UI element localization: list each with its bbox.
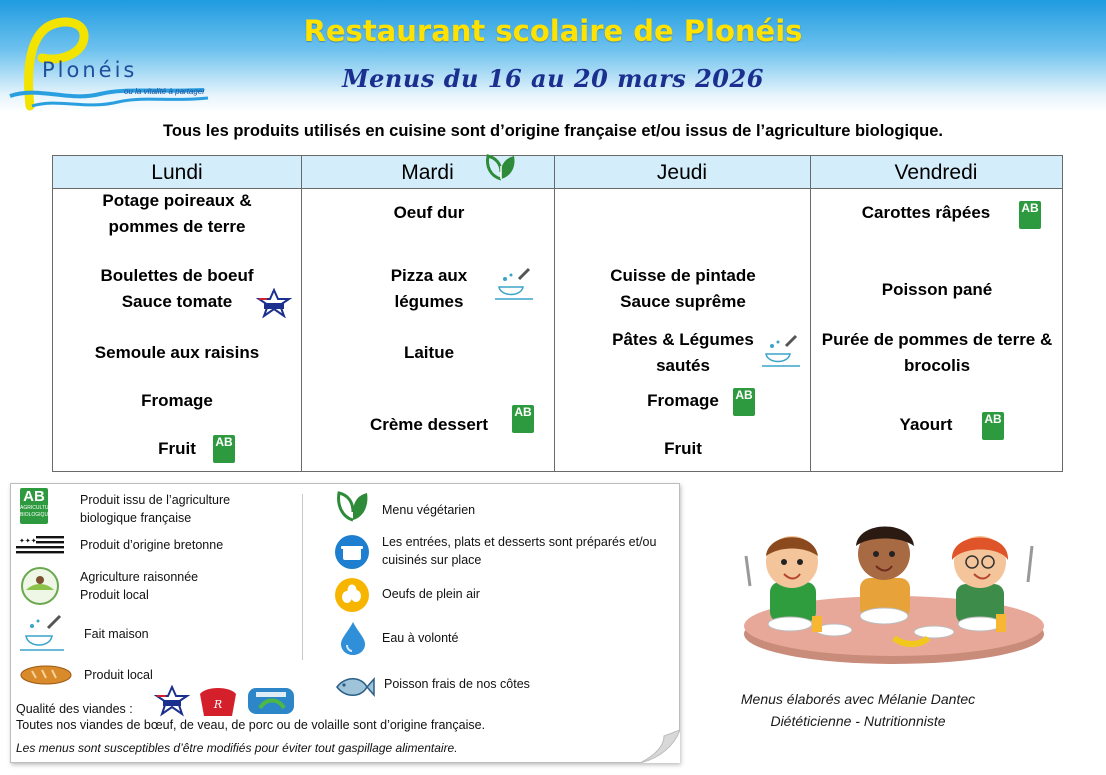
dish-jeudi-pates-label: Pâtes & Légumes sautés bbox=[612, 330, 754, 375]
bleu-blanc-coeur-badge-icon bbox=[246, 684, 296, 718]
dish-vendredi-puree bbox=[812, 327, 1062, 379]
legend-label-cuisine-sur-place: Les entrées, plats et desserts sont préparés et/ou cuisinés sur place bbox=[382, 535, 657, 567]
breton-flag-icon bbox=[16, 534, 64, 556]
legend-label-fait-maison: Fait maison bbox=[84, 627, 149, 641]
viandes-de-france-badge-icon bbox=[154, 685, 190, 717]
children-eating-illustration bbox=[734, 516, 1046, 668]
water-drop-icon bbox=[338, 620, 368, 656]
day-header-jeudi: Jeudi bbox=[554, 156, 810, 189]
dish-mardi-creme: Crème dessert bbox=[369, 415, 489, 434]
dish-vendredi-puree-label: Purée de pommes de terre & brocolis bbox=[821, 330, 1053, 375]
legend-label-breton: Produit d’origine bretonne bbox=[80, 538, 224, 552]
legend-label-produit-local: Produit local bbox=[84, 668, 153, 682]
ab-bio-icon: AB bbox=[733, 388, 755, 416]
vegetarian-leaf-icon bbox=[334, 489, 372, 523]
viandes-de-france-icon bbox=[255, 288, 293, 318]
dish-jeudi-fruit: Fruit bbox=[664, 439, 702, 458]
svg-text:R: R bbox=[213, 698, 223, 711]
legend-label-oeufs: Oeufs de plein air bbox=[382, 587, 480, 601]
day-header-vendredi: Vendredi bbox=[810, 156, 1062, 189]
ab-bio-icon: AB bbox=[982, 412, 1004, 440]
vegetarian-leaf-icon bbox=[482, 152, 520, 182]
page-curl bbox=[640, 730, 680, 763]
fait-maison-icon bbox=[18, 612, 66, 654]
menu-dates: Menus du 16 au 20 mars 2026 bbox=[342, 64, 764, 93]
credit-line-1: Menus élaborés avec Mélanie Dantec bbox=[740, 691, 976, 707]
logo-word: Plonéis bbox=[42, 58, 138, 82]
dish-jeudi-pintade-label: Cuisse de pintade Sauce suprême bbox=[610, 266, 756, 311]
legend-label-poisson: Poisson frais de nos côtes bbox=[384, 677, 530, 691]
legend-divider bbox=[302, 494, 303, 660]
dish-mardi-laitue: Laitue bbox=[403, 343, 455, 362]
eggs-icon bbox=[334, 577, 370, 613]
dish-jeudi-pintade bbox=[557, 263, 809, 315]
column-divider bbox=[301, 156, 302, 472]
ab-bio-icon: AB bbox=[213, 435, 235, 463]
meat-origin-note: Toutes nos viandes de bœuf, de veau, de porc ou de volaille sont d’origine française. bbox=[16, 718, 486, 732]
dish-lundi-boulettes-label: Boulettes de boeuf Sauce tomate bbox=[100, 266, 254, 311]
legend-label-vegetarien: Menu végétarien bbox=[382, 503, 476, 517]
origin-note: Tous les produits utilisés en cuisine sont d’origine française et/ou issus de l’agriculture biologique. bbox=[163, 122, 943, 140]
ab-bio-icon: AB AGRICULTURE BIOLOGIQUE bbox=[20, 488, 48, 524]
legend-label-bio: Produit issu de l’agriculture biologique française bbox=[80, 493, 231, 525]
logo-tagline: ou la vitalité à partager bbox=[124, 87, 205, 96]
dietitian-credit bbox=[728, 688, 988, 732]
credit-line-2: Diététicienne - Nutritionniste bbox=[770, 713, 946, 729]
dish-vendredi-carottes-label: Carottes râpées bbox=[861, 203, 991, 222]
dish-vendredi-poisson: Poisson pané bbox=[881, 280, 993, 299]
ab-bio-icon: AB bbox=[1019, 201, 1041, 229]
dish-lundi-potage-label: Potage poireaux & pommes de terre bbox=[102, 191, 252, 236]
fait-maison-icon bbox=[493, 265, 535, 303]
menu-change-note: Les menus sont susceptibles d’être modifiés pour éviter tout gaspillage alimentaire. bbox=[16, 741, 458, 755]
svg-text:✦✦✦: ✦✦✦ bbox=[19, 537, 37, 545]
ab-bio-icon: AB bbox=[512, 405, 534, 433]
dish-jeudi-fromage: Fromage bbox=[647, 391, 719, 410]
agriculture-raisonnee-icon bbox=[18, 566, 62, 606]
dish-lundi-fromage: Fromage bbox=[141, 391, 213, 410]
label-rouge-badge-icon bbox=[196, 686, 240, 718]
cooking-pot-icon bbox=[334, 534, 370, 570]
dish-lundi-potage bbox=[54, 188, 300, 240]
column-divider bbox=[810, 156, 811, 472]
fish-icon bbox=[333, 672, 375, 702]
column-divider bbox=[554, 156, 555, 472]
day-header-lundi: Lundi bbox=[53, 156, 301, 189]
dish-lundi-fruit: Fruit bbox=[158, 439, 196, 458]
dish-vendredi-yaourt bbox=[812, 412, 1062, 438]
meat-quality-label: Qualité des viandes : bbox=[16, 702, 133, 716]
dish-mardi-pizza-label: Pizza aux légumes bbox=[390, 266, 468, 311]
dish-mardi-oeuf: Oeuf dur bbox=[393, 203, 465, 222]
dish-vendredi-yaourt-label: Yaourt bbox=[899, 415, 953, 434]
fait-maison-icon bbox=[760, 332, 802, 370]
page-title: Restaurant scolaire de Plonéis bbox=[303, 14, 803, 48]
legend-label-eau: Eau à volonté bbox=[382, 631, 459, 645]
day-header-mardi-label: Mardi bbox=[401, 161, 454, 184]
dish-lundi-semoule: Semoule aux raisins bbox=[94, 343, 260, 362]
legend-label-raisonnee: Agriculture raisonnée Produit local bbox=[80, 570, 199, 602]
bread-icon bbox=[20, 664, 72, 686]
